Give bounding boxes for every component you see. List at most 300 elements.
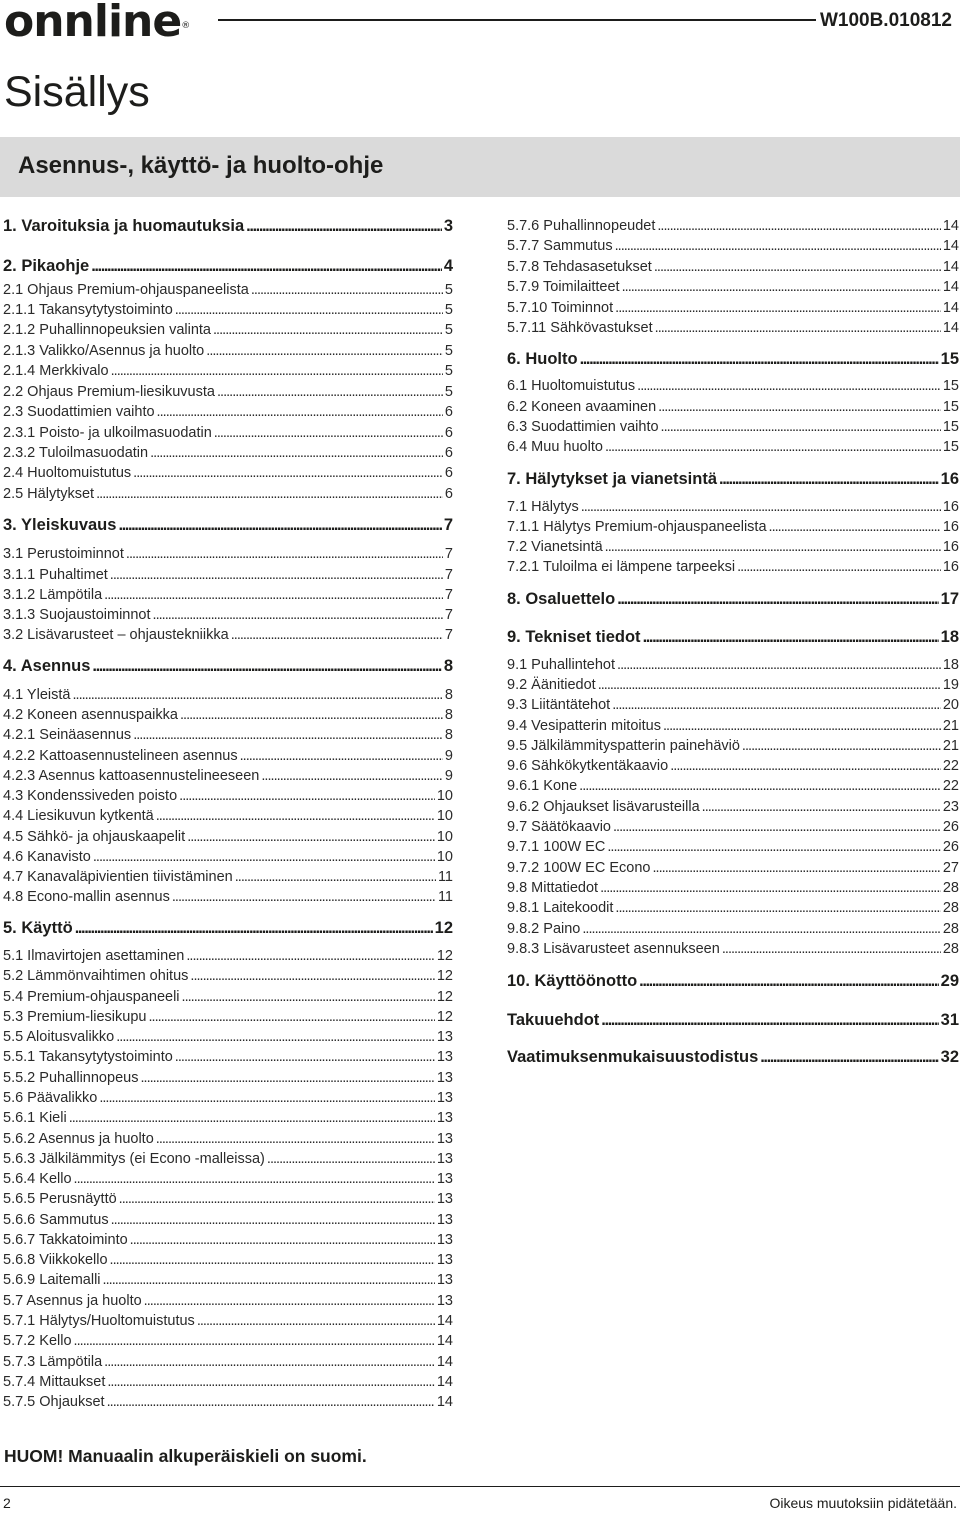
- toc-entry[interactable]: [3, 1332, 453, 1350]
- toc-entry-label: 5.6.4 Kello: [3, 1171, 72, 1187]
- toc-entry[interactable]: [3, 787, 453, 805]
- toc-entry-label: 2.2 Ohjaus Premium-liesikuvusta: [3, 384, 215, 400]
- toc-dot-leader: [742, 737, 941, 755]
- toc-dot-leader: [175, 1048, 435, 1066]
- toc-entry-label: 4.8 Econo-mallin asennus: [3, 889, 170, 905]
- toc-entry[interactable]: [3, 1251, 453, 1269]
- toc-entry[interactable]: [3, 606, 453, 624]
- toc-entry-label: Takuuehdot: [507, 1011, 600, 1029]
- toc-entry[interactable]: [3, 321, 453, 339]
- toc-dot-leader: [99, 1089, 435, 1107]
- toc-entry[interactable]: [507, 676, 959, 694]
- toc-entry[interactable]: [3, 747, 453, 765]
- toc-entry-label: 3.1.3 Suojaustoiminnot: [3, 607, 151, 623]
- toc-entry-page: 7: [444, 627, 453, 643]
- toc-entry-page: 15: [942, 378, 959, 394]
- toc-entry[interactable]: [507, 558, 959, 576]
- toc-dot-leader: [148, 1008, 434, 1026]
- toc-chapter-entry[interactable]: [507, 628, 959, 646]
- toc-entry[interactable]: [3, 967, 453, 985]
- toc-entry[interactable]: [507, 518, 959, 536]
- toc-dot-leader: [670, 757, 941, 775]
- toc-entry-page: 14: [436, 1333, 453, 1349]
- toc-entry-label: 5.7 Asennus ja huolto: [3, 1293, 142, 1309]
- toc-entry-page: 8: [444, 707, 453, 723]
- toc-entry[interactable]: [507, 696, 959, 714]
- toc-entry-label: 5.7.6 Puhallinnopeudet: [507, 218, 656, 234]
- toc-entry-label: 5.6.1 Kieli: [3, 1110, 67, 1126]
- toc-dot-leader: [769, 518, 941, 536]
- toc-entry-page: 13: [436, 1272, 453, 1288]
- toc-entry[interactable]: [3, 424, 453, 442]
- toc-entry-page: 10: [436, 829, 453, 845]
- toc-entry-label: 2.3 Suodattimien vaihto: [3, 404, 155, 420]
- toc-dot-leader: [617, 590, 938, 608]
- toc-entry[interactable]: [507, 798, 959, 816]
- toc-dot-leader: [214, 424, 443, 442]
- toc-entry[interactable]: [3, 828, 453, 846]
- toc-entry[interactable]: [3, 1190, 453, 1208]
- toc-entry-page: 10: [436, 788, 453, 804]
- toc-entry[interactable]: [507, 498, 959, 516]
- toc-entry-page: 12: [436, 948, 453, 964]
- toc-entry[interactable]: [3, 726, 453, 744]
- toc-entry[interactable]: [507, 838, 959, 856]
- toc-entry-page: 6: [444, 425, 453, 441]
- toc-entry-label: 5.7.2 Kello: [3, 1333, 72, 1349]
- toc-entry[interactable]: [3, 626, 453, 644]
- toc-entry[interactable]: [3, 848, 453, 866]
- toc-entry-label: 4.2.1 Seinäasennus: [3, 727, 132, 743]
- toc-dot-leader: [133, 464, 443, 482]
- toc-dot-leader: [240, 747, 443, 765]
- toc-entry[interactable]: [3, 362, 453, 380]
- toc-entry[interactable]: [3, 947, 453, 965]
- toc-dot-leader: [180, 706, 443, 724]
- toc-entry-label: 4.7 Kanavaläpivientien tiivistäminen: [3, 869, 233, 885]
- toc-entry[interactable]: [3, 464, 453, 482]
- banner-title: Asennus-, käyttö- ja huolto-ohje: [18, 152, 384, 179]
- toc-entry-label: 2.1.2 Puhallinnopeuksien valinta: [3, 322, 211, 338]
- toc-dot-leader: [179, 787, 435, 805]
- toc-entry-page: 5: [444, 363, 453, 379]
- toc-entry-page: 6: [444, 465, 453, 481]
- toc-entry-label: 5.2 Lämmönvaihtimen ohitus: [3, 968, 189, 984]
- toc-entry-label: 5.5.2 Puhallinnopeus: [3, 1070, 139, 1086]
- toc-entry-page: 12: [436, 968, 453, 984]
- toc-entry-page: 13: [436, 1090, 453, 1106]
- toc-entry[interactable]: [507, 217, 959, 235]
- toc-dot-leader: [156, 807, 435, 825]
- toc-dot-leader: [615, 299, 941, 317]
- toc-entry-label: 9.8 Mittatiedot: [507, 880, 599, 896]
- document-code: W100B.010812: [819, 10, 952, 31]
- toc-entry[interactable]: [3, 1109, 453, 1127]
- toc-dot-leader: [261, 767, 443, 785]
- toc-dot-leader: [217, 383, 443, 401]
- toc-entry-page: 18: [942, 657, 959, 673]
- toc-entry-label: 7.1.1 Hälytys Premium-ohjauspaneelista: [507, 519, 767, 535]
- toc-entry[interactable]: [3, 1373, 453, 1391]
- toc-entry-page: 8: [444, 727, 453, 743]
- toc-chapter-entry[interactable]: [507, 350, 959, 368]
- toc-entry-label: 5.7.9 Toimilaitteet: [507, 279, 620, 295]
- toc-entry[interactable]: [3, 1312, 453, 1330]
- toc-entry-page: 15: [942, 439, 959, 455]
- toc-entry-page: 17: [940, 590, 959, 608]
- toc-entry-page: 23: [942, 799, 959, 815]
- toc-entry-page: 10: [436, 849, 453, 865]
- toc-entry-label: 5.6.2 Asennus ja huolto: [3, 1131, 154, 1147]
- toc-entry-label: 1. Varoituksia ja huomautuksia: [3, 217, 245, 235]
- toc-entry-label: 7.1 Hälytys: [507, 499, 579, 515]
- toc-entry-page: 5: [444, 302, 453, 318]
- page-title: Sisällys: [4, 68, 150, 116]
- toc-entry[interactable]: [507, 717, 959, 735]
- toc-entry-page: 22: [942, 778, 959, 794]
- toc-entry-page: 8: [444, 687, 453, 703]
- toc-entry-page: 14: [942, 279, 959, 295]
- toc-entry-label: 2. Pikaohje: [3, 257, 90, 275]
- toc-entry-page: 4: [443, 257, 453, 275]
- toc-entry-page: 13: [436, 1070, 453, 1086]
- toc-entry[interactable]: [507, 319, 959, 337]
- toc-dot-leader: [581, 498, 941, 516]
- toc-entry[interactable]: [507, 418, 959, 436]
- footer-divider: [0, 1486, 960, 1487]
- toc-entry[interactable]: [3, 868, 453, 886]
- toc-entry-label: 5.7.3 Lämpötila: [3, 1354, 103, 1370]
- toc-entry-page: 14: [436, 1354, 453, 1370]
- toc-entry[interactable]: [3, 1393, 453, 1411]
- toc-dot-leader: [110, 1251, 435, 1269]
- section-banner: [0, 137, 960, 197]
- toc-entry-label: 6.4 Muu huolto: [507, 439, 603, 455]
- toc-entry[interactable]: [3, 1211, 453, 1229]
- toc-entry-page: 13: [436, 1110, 453, 1126]
- toc-dot-leader: [658, 398, 941, 416]
- toc-entry-label: 6.2 Koneen avaaminen: [507, 399, 657, 415]
- toc-entry-page: 5: [444, 322, 453, 338]
- toc-entry-label: 5.6.5 Perusnäyttö: [3, 1191, 117, 1207]
- toc-entry-label: 2.1.1 Takansytytystoiminto: [3, 302, 173, 318]
- toc-entry-page: 16: [940, 470, 959, 488]
- toc-entry-page: 18: [940, 628, 959, 646]
- toc-dot-leader: [197, 1312, 435, 1330]
- toc-entry-label: 9.7.2 100W EC Econo: [507, 860, 651, 876]
- toc-entry-page: 21: [942, 738, 959, 754]
- toc-entry-label: 9.6 Sähkökytkentäkaavio: [507, 758, 669, 774]
- toc-chapter-entry[interactable]: [3, 919, 453, 937]
- toc-entry-page: 7: [444, 607, 453, 623]
- toc-entry-page: 14: [436, 1374, 453, 1390]
- toc-entry[interactable]: [3, 767, 453, 785]
- toc-dot-leader: [598, 676, 941, 694]
- toc-entry[interactable]: [3, 1048, 453, 1066]
- toc-dot-leader: [116, 1028, 435, 1046]
- toc-entry-label: 7.2 Vianetsintä: [507, 539, 603, 555]
- toc-entry-label: 4.4 Liesikuvun kytkentä: [3, 808, 154, 824]
- language-note: HUOM! Manuaalin alkuperäiskieli on suomi.: [4, 1446, 367, 1466]
- toc-entry-page: 16: [942, 559, 959, 575]
- toc-entry-label: 5.6.6 Sammutus: [3, 1212, 109, 1228]
- toc-dot-leader: [140, 1069, 434, 1087]
- toc-entry-page: 12: [436, 989, 453, 1005]
- toc-dot-leader: [643, 628, 939, 646]
- toc-entry-label: 9.3 Liitäntätehot: [507, 697, 611, 713]
- toc-entry[interactable]: [507, 737, 959, 755]
- toc-entry-page: 15: [940, 350, 959, 368]
- toc-entry-label: 10. Käyttöönotto: [507, 972, 638, 990]
- toc-entry-page: 28: [942, 880, 959, 896]
- toc-entry-page: 13: [436, 1049, 453, 1065]
- toc-entry-page: 14: [942, 320, 959, 336]
- toc-entry-page: 10: [436, 808, 453, 824]
- toc-entry[interactable]: [507, 899, 959, 917]
- toc-entry[interactable]: [3, 988, 453, 1006]
- brand-logo: [4, 0, 190, 47]
- toc-entry[interactable]: [3, 403, 453, 421]
- toc-entry[interactable]: [3, 1271, 453, 1289]
- toc-entry-page: 13: [436, 1029, 453, 1045]
- toc-entry[interactable]: [3, 586, 453, 604]
- toc-dot-leader: [657, 217, 941, 235]
- toc-dot-leader: [144, 1292, 435, 1310]
- toc-entry[interactable]: [507, 299, 959, 317]
- toc-entry-label: 2.1 Ohjaus Premium-ohjauspaneelista: [3, 282, 249, 298]
- toc-dot-leader: [600, 879, 941, 897]
- toc-dot-leader: [652, 859, 940, 877]
- toc-dot-leader: [74, 1332, 435, 1350]
- brand-name: onnline: [4, 0, 182, 47]
- toc-chapter-entry[interactable]: [3, 217, 453, 235]
- toc-dot-leader: [107, 1393, 435, 1411]
- toc-entry-label: 5.6.7 Takkatoiminto: [3, 1232, 128, 1248]
- toc-dot-leader: [760, 1048, 938, 1066]
- toc-entry-page: 15: [942, 399, 959, 415]
- toc-entry-label: 5.7.5 Ohjaukset: [3, 1394, 105, 1410]
- toc-entry-page: 12: [436, 1009, 453, 1025]
- toc-entry-label: 9.8.1 Laitekoodit: [507, 900, 614, 916]
- toc-dot-leader: [126, 545, 443, 563]
- toc-entry[interactable]: [3, 1170, 453, 1188]
- toc-entry-label: 4. Asennus: [3, 657, 91, 675]
- toc-entry-page: 3: [443, 217, 453, 235]
- registered-mark: ®: [181, 21, 190, 31]
- toc-dot-leader: [175, 301, 443, 319]
- toc-entry-label: 2.1.3 Valikko/Asennus ja huolto: [3, 343, 205, 359]
- toc-entry[interactable]: [3, 706, 453, 724]
- toc-chapter-entry[interactable]: [3, 516, 453, 534]
- toc-entry-page: 13: [436, 1171, 453, 1187]
- toc-dot-leader: [617, 656, 941, 674]
- toc-entry[interactable]: [3, 686, 453, 704]
- toc-entry[interactable]: [3, 301, 453, 319]
- toc-dot-leader: [92, 657, 441, 675]
- toc-entry[interactable]: [507, 377, 959, 395]
- toc-entry[interactable]: [507, 777, 959, 795]
- toc-entry-page: 5: [444, 282, 453, 298]
- toc-entry-label: 2.1.4 Merkkivalo: [3, 363, 109, 379]
- toc-entry[interactable]: [507, 538, 959, 556]
- toc-entry[interactable]: [3, 281, 453, 299]
- toc-chapter-entry[interactable]: [507, 590, 959, 608]
- toc-dot-leader: [150, 444, 443, 462]
- toc-entry-page: 19: [942, 677, 959, 693]
- toc-entry[interactable]: [3, 1028, 453, 1046]
- toc-entry-label: 5.7.8 Tehdasasetukset: [507, 259, 652, 275]
- toc-entry-label: 4.2.3 Asennus kattoasennustelineeseen: [3, 768, 260, 784]
- toc-entry[interactable]: [507, 398, 959, 416]
- toc-entry-label: 9.7 Säätökaavio: [507, 819, 611, 835]
- toc-entry[interactable]: [3, 566, 453, 584]
- toc-entry[interactable]: [3, 1231, 453, 1249]
- toc-entry[interactable]: [507, 920, 959, 938]
- toc-entry-label: 5.7.10 Toiminnot: [507, 300, 614, 316]
- toc-entry-label: 5.1 Ilmavirtojen asettaminen: [3, 948, 185, 964]
- header-divider: [218, 19, 816, 21]
- toc-entry[interactable]: [507, 940, 959, 958]
- toc-entry-page: 7: [443, 516, 453, 534]
- toc-entry[interactable]: [507, 237, 959, 255]
- toc-entry-page: 9: [444, 768, 453, 784]
- toc-entry[interactable]: [507, 278, 959, 296]
- toc-entry[interactable]: [507, 879, 959, 897]
- toc-chapter-entry[interactable]: [507, 470, 959, 488]
- toc-dot-leader: [111, 362, 443, 380]
- toc-dot-leader: [231, 626, 443, 644]
- toc-dot-leader: [580, 350, 939, 368]
- toc-entry[interactable]: [3, 1353, 453, 1371]
- toc-entry-label: 5.7.11 Sähkövastukset: [507, 320, 653, 336]
- toc-entry[interactable]: [3, 1130, 453, 1148]
- toc-entry[interactable]: [3, 1008, 453, 1026]
- toc-dot-leader: [267, 1150, 435, 1168]
- toc-dot-leader: [613, 818, 941, 836]
- toc-entry-label: 7.2.1 Tuloilma ei lämpene tarpeeksi: [507, 559, 736, 575]
- toc-entry-label: 4.5 Sähkö- ja ohjauskaapelit: [3, 829, 186, 845]
- toc-entry-label: 9.1 Puhallintehot: [507, 657, 616, 673]
- toc-dot-leader: [172, 888, 436, 906]
- toc-dot-leader: [104, 586, 443, 604]
- toc-entry-page: 27: [942, 860, 959, 876]
- toc-entry-page: 9: [444, 748, 453, 764]
- toc-entry[interactable]: [3, 1150, 453, 1168]
- toc-entry-label: 4.2.2 Kattoasennustelineen asennus: [3, 748, 238, 764]
- toc-dot-leader: [605, 538, 941, 556]
- toc-entry[interactable]: [3, 485, 453, 503]
- toc-entry-page: 7: [444, 546, 453, 562]
- toc-entry-label: 3.1 Perustoiminnot: [3, 546, 124, 562]
- toc-entry-page: 14: [942, 218, 959, 234]
- toc-entry[interactable]: [3, 444, 453, 462]
- toc-entry[interactable]: [3, 1069, 453, 1087]
- toc-entry-label: 9.8.2 Paino: [507, 921, 581, 937]
- toc-entry[interactable]: [507, 859, 959, 877]
- toc-entry-page: 26: [942, 839, 959, 855]
- toc-dot-leader: [75, 919, 433, 937]
- toc-entry[interactable]: [507, 818, 959, 836]
- toc-chapter-entry[interactable]: [507, 1011, 959, 1029]
- toc-dot-leader: [601, 1011, 938, 1029]
- toc-entry[interactable]: [507, 757, 959, 775]
- toc-entry-page: 13: [436, 1191, 453, 1207]
- toc-dot-leader: [133, 726, 443, 744]
- toc-dot-leader: [206, 342, 443, 360]
- toc-chapter-entry[interactable]: [3, 657, 453, 675]
- toc-dot-leader: [107, 1373, 435, 1391]
- toc-entry-label: 9.6.2 Ohjaukset lisävarusteilla: [507, 799, 700, 815]
- toc-entry[interactable]: [507, 438, 959, 456]
- toc-entry[interactable]: [3, 545, 453, 563]
- toc-dot-leader: [187, 828, 435, 846]
- toc-entry[interactable]: [3, 342, 453, 360]
- toc-dot-leader: [612, 696, 941, 714]
- toc-dot-leader: [103, 1271, 435, 1289]
- toc-entry[interactable]: [507, 258, 959, 276]
- toc-entry-page: 16: [942, 539, 959, 555]
- toc-entry-page: 16: [942, 519, 959, 535]
- toc-entry-page: 13: [436, 1252, 453, 1268]
- toc-entry-label: 7. Hälytykset ja vianetsintä: [507, 470, 718, 488]
- toc-entry[interactable]: [507, 656, 959, 674]
- toc-chapter-entry[interactable]: [507, 1048, 959, 1066]
- toc-dot-leader: [582, 920, 940, 938]
- toc-entry-label: 3.2 Lisävarusteet – ohjaustekniikka: [3, 627, 229, 643]
- toc-entry[interactable]: [3, 383, 453, 401]
- toc-entry-page: 22: [942, 758, 959, 774]
- toc-entry-label: 2.3.2 Tuloilmasuodatin: [3, 445, 149, 461]
- toc-dot-leader: [93, 848, 435, 866]
- toc-dot-leader: [111, 1211, 435, 1229]
- toc-entry-label: 3.1.2 Lämpötila: [3, 587, 103, 603]
- toc-dot-leader: [702, 798, 941, 816]
- toc-entry-page: 13: [436, 1232, 453, 1248]
- toc-dot-leader: [213, 321, 443, 339]
- toc-entry-page: 6: [444, 445, 453, 461]
- toc-dot-leader: [119, 1190, 435, 1208]
- toc-dot-leader: [722, 940, 941, 958]
- toc-entry-label: 5.7.1 Hälytys/Huoltomuistutus: [3, 1313, 195, 1329]
- toc-entry-page: 12: [434, 919, 453, 937]
- toc-entry-page: 5: [444, 343, 453, 359]
- toc-entry[interactable]: [3, 888, 453, 906]
- toc-entry-label: 4.2 Koneen asennuspaikka: [3, 707, 178, 723]
- toc-entry-label: 4.6 Kanavisto: [3, 849, 91, 865]
- toc-entry-label: 9.6.1 Kone: [507, 778, 578, 794]
- toc-entry-label: 5.6 Päävalikko: [3, 1090, 98, 1106]
- toc-entry-page: 13: [436, 1293, 453, 1309]
- toc-entry[interactable]: [3, 1292, 453, 1310]
- toc-chapter-entry[interactable]: [3, 257, 453, 275]
- toc-dot-leader: [118, 516, 441, 534]
- toc-chapter-entry[interactable]: [507, 972, 959, 990]
- toc-dot-leader: [74, 1170, 435, 1188]
- toc-dot-leader: [246, 217, 442, 235]
- toc-dot-leader: [639, 972, 938, 990]
- toc-entry-page: 13: [436, 1131, 453, 1147]
- toc-entry-label: 9. Tekniset tiedot: [507, 628, 641, 646]
- toc-dot-leader: [190, 967, 434, 985]
- toc-entry[interactable]: [3, 1089, 453, 1107]
- toc-entry[interactable]: [3, 807, 453, 825]
- toc-dot-leader: [622, 278, 941, 296]
- toc-entry-page: 7: [444, 567, 453, 583]
- toc-dot-leader: [251, 281, 443, 299]
- toc-entry-page: 14: [942, 238, 959, 254]
- toc-entry-page: 16: [942, 499, 959, 515]
- toc-entry-label: 4.3 Kondenssiveden poisto: [3, 788, 178, 804]
